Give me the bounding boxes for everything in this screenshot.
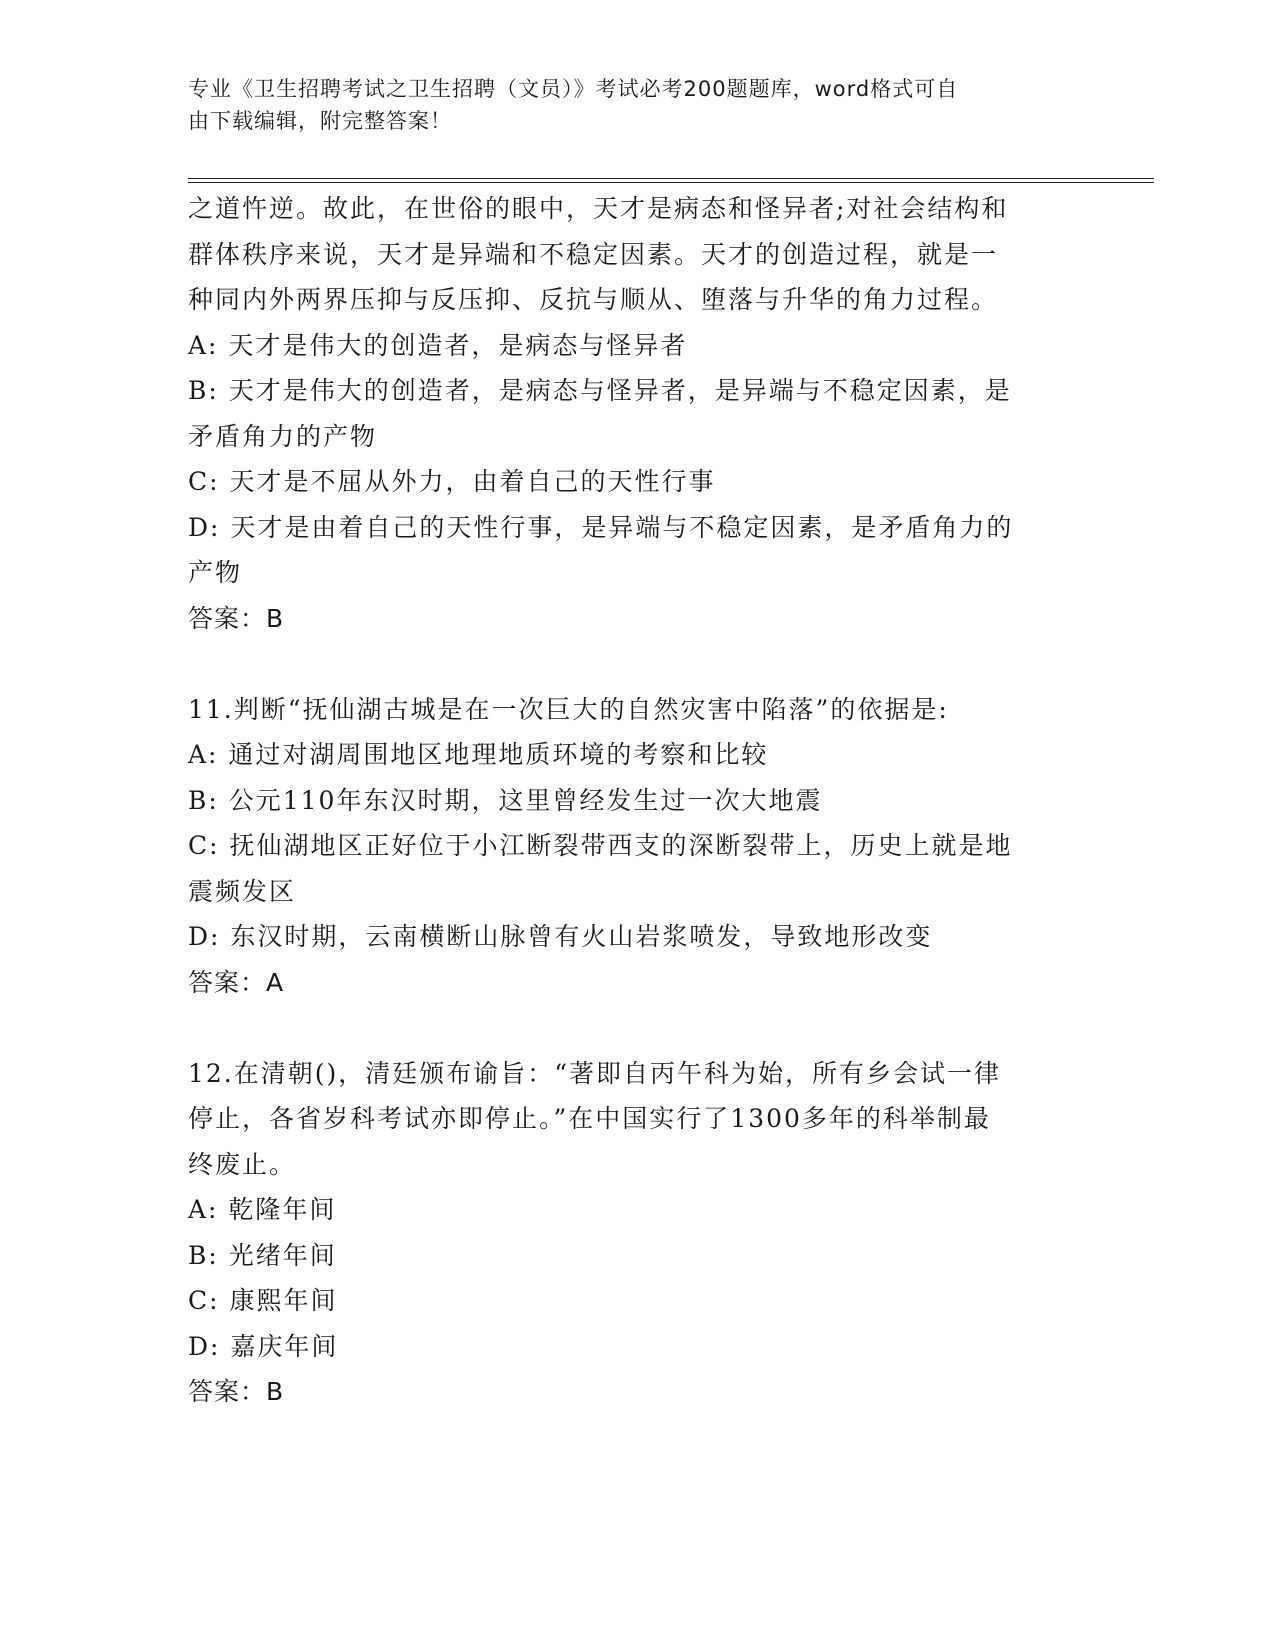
option-d: D: 嘉庆年间: [188, 1331, 339, 1361]
passage-line-2: 群体秩序来说，天才是异端和不稳定因素。天才的创造过程，就是一: [188, 239, 999, 269]
question-10-continued: [188, 186, 1068, 641]
option-b: B: 光绪年间: [188, 1240, 337, 1270]
option-a: A: 通过对湖周围地区地理地质环境的考察和比较: [188, 740, 769, 769]
option-a: A: 天才是伟大的创造者，是病态与怪异者: [188, 330, 688, 360]
answer-line: 答案：B: [188, 603, 285, 633]
document-header: [188, 73, 1068, 137]
question-spacer: [188, 641, 1068, 687]
answer-line: 答案：A: [188, 967, 285, 997]
option-d: D: 天才是由着自己的天性行事，是异端与不稳定因素，是矛盾角力的: [188, 512, 1014, 542]
option-b-continued: 矛盾角力的产物: [188, 421, 378, 451]
header-title-line-2: 由下载编辑，附完整答案！: [188, 109, 452, 133]
option-b: B: 公元110年东汉时期，这里曾经发生过一次大地震: [188, 785, 823, 815]
answer-line: 答案：B: [188, 1377, 285, 1406]
header-title-line-1: 专业《卫生招聘考试之卫生招聘（文员）》考试必考200题题库，word格式可自: [188, 77, 959, 101]
option-a: A: 乾隆年间: [188, 1195, 337, 1224]
question-text-line-1: 12.在清朝()，清廷颁布谕旨：“著即自丙午科为始，所有乡会试一律: [188, 1058, 1002, 1088]
question-11: [188, 687, 1068, 1006]
option-c-continued: 震频发区: [188, 876, 297, 906]
option-c: C: 康熙年间: [188, 1286, 338, 1315]
question-text-line-2: 停止，各省岁科考试亦即停止。”在中国实行了1300多年的科举制最: [188, 1104, 991, 1133]
option-c: C: 抚仙湖地区正好位于小江断裂带西支的深断裂带上，历史上就是地: [188, 831, 1013, 860]
option-c: C: 天才是不屈从外力，由着自己的天性行事: [188, 467, 716, 496]
question-12: [188, 1051, 1068, 1415]
document-body: [188, 186, 1068, 1415]
question-spacer: [188, 1005, 1068, 1051]
option-d-continued: 产物: [188, 558, 243, 587]
passage-line-3: 种同内外两界压抑与反压抑、反抗与顺从、堕落与升华的角力过程。: [188, 285, 999, 314]
option-d: D: 东汉时期，云南横断山脉曾有火山岩浆喷发，导致地形改变: [188, 922, 933, 951]
question-text-line-3: 终废止。: [188, 1149, 297, 1179]
question-text: 11.判断“抚仙湖古城是在一次巨大的自然灾害中陷落”的依据是:: [188, 694, 949, 724]
passage-line-1: 之道忤逆。故此，在世俗的眼中，天才是病态和怪异者;对社会结构和: [188, 194, 1009, 223]
header-double-rule: [188, 178, 1154, 183]
option-b: B: 天才是伟大的创造者，是病态与怪异者，是异端与不稳定因素，是: [188, 376, 1012, 405]
